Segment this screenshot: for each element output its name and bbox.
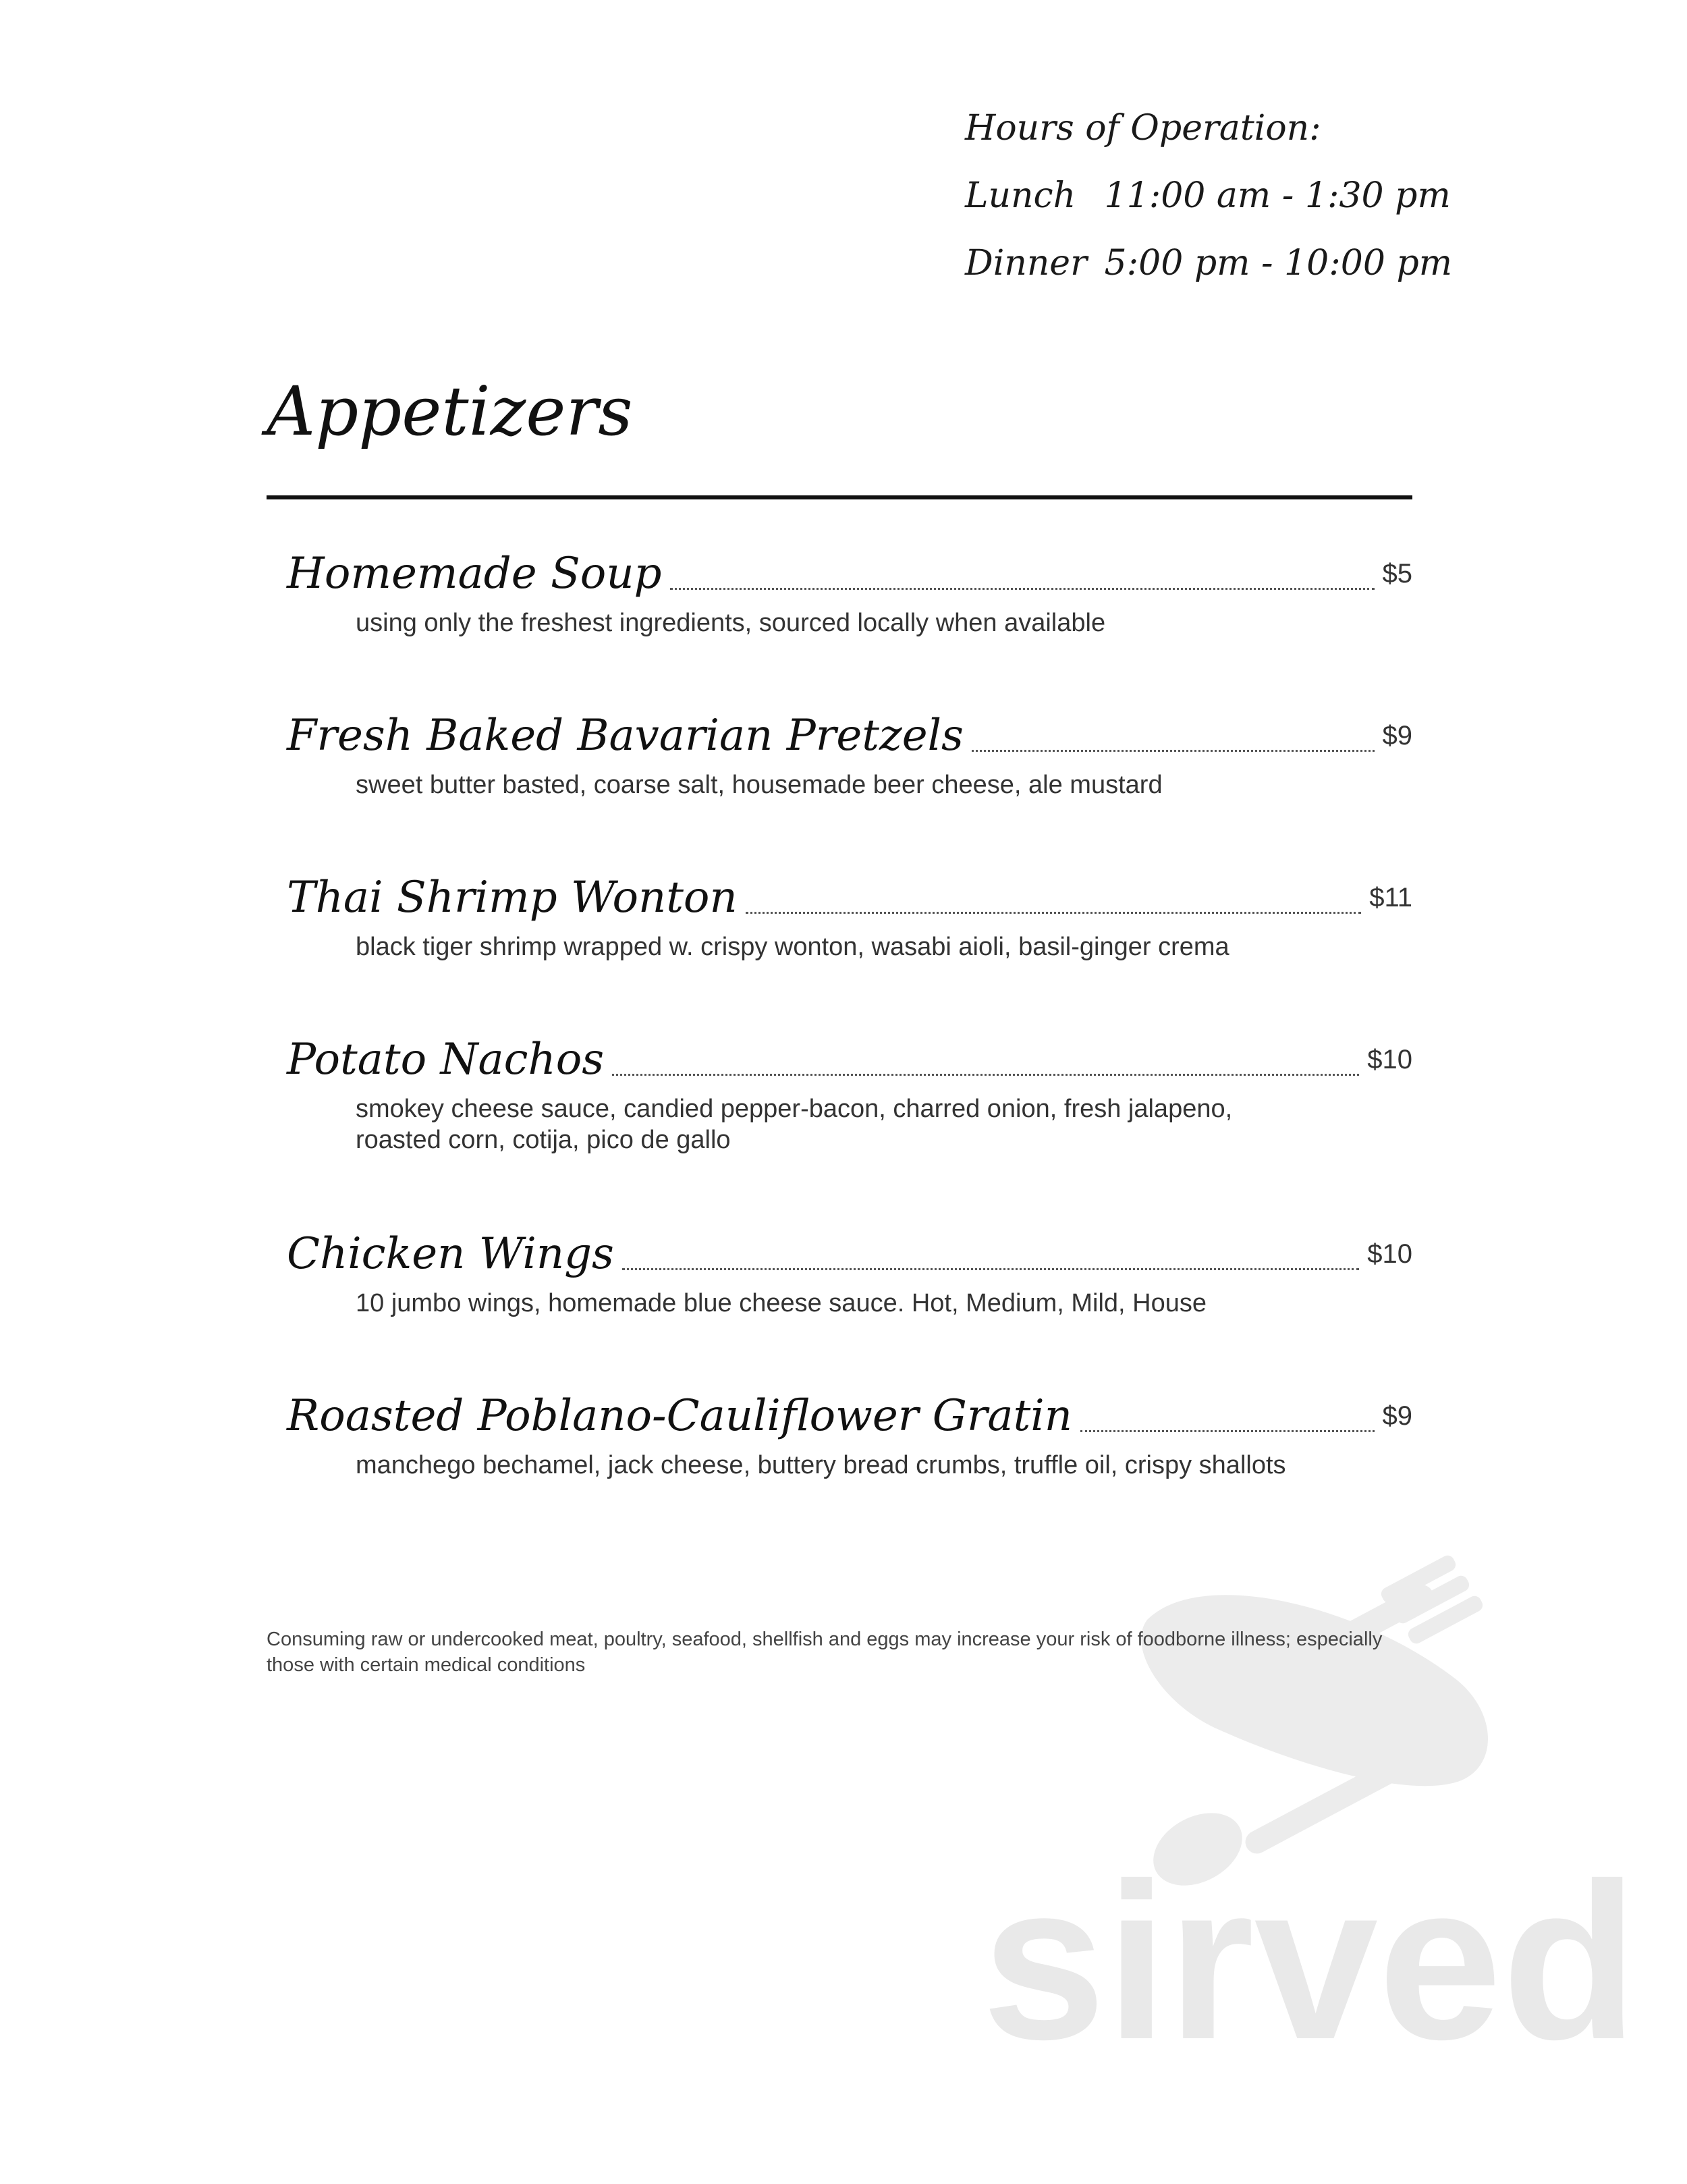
- menu-item-description: using only the freshest ingredients, sourced locally when available: [356, 609, 1106, 637]
- hours-lunch-label: Lunch: [965, 175, 1076, 216]
- menu-item-name: Homemade Soup: [287, 549, 662, 599]
- dotted-leader: [1080, 1430, 1375, 1432]
- menu-item-name: Thai Shrimp Wonton: [287, 873, 738, 923]
- sirved-logo: [982, 1856, 1663, 2072]
- menu-item: [287, 1382, 1412, 1544]
- menu-item-header: [287, 864, 1412, 931]
- menu-item: [287, 864, 1412, 1026]
- menu-item-price: $9: [1382, 721, 1412, 750]
- menu-item-description: manchego bechamel, jack cheese, buttery bread crumbs, truffle oil, crispy shallots: [356, 1451, 1286, 1479]
- menu-item-header: [287, 540, 1412, 607]
- section-divider: [267, 495, 1412, 499]
- menu-item: [287, 702, 1412, 864]
- menu-item-price: $5: [1382, 559, 1412, 589]
- menu-item-name: Chicken Wings: [287, 1229, 614, 1279]
- menu-item-header: [287, 1026, 1412, 1093]
- menu-item-description: sweet butter basted, coarse salt, housemade beer cheese, ale mustard: [356, 771, 1163, 799]
- hours-lunch-time: 11:00 am - 1:30 pm: [1104, 175, 1451, 216]
- dotted-leader: [972, 750, 1375, 752]
- menu-item-price: $10: [1367, 1045, 1412, 1074]
- menu-item-description: black tiger shrimp wrapped w. crispy wonton, wasabi aioli, basil-ginger crema: [356, 933, 1229, 961]
- hours-title: Hours of Operation:: [965, 108, 1321, 148]
- menu-item-price: $10: [1367, 1239, 1412, 1269]
- hours-lunch: [965, 162, 1505, 229]
- menu-list: [287, 540, 1412, 1544]
- menu-item: [287, 540, 1412, 702]
- dotted-leader: [612, 1074, 1359, 1076]
- menu-item-header: [287, 1220, 1412, 1288]
- menu-item-description: smokey cheese sauce, candied pepper-bacon, charred onion, fresh jalapeno, roasted corn, cotija, pico de gallo: [356, 1095, 1233, 1154]
- menu-item-header: [287, 702, 1412, 769]
- section-title: Appetizers: [267, 372, 633, 451]
- hours-of-operation: [965, 94, 1505, 297]
- watermark-text: sirved: [982, 1856, 1638, 2072]
- dotted-leader: [746, 912, 1362, 914]
- menu-item-header: [287, 1382, 1412, 1450]
- menu-item-name: Roasted Poblano-Cauliflower Gratin: [287, 1391, 1072, 1441]
- fork-spoon-plate-icon: [1120, 1525, 1539, 1890]
- menu-item-price: $11: [1369, 883, 1412, 912]
- dotted-leader: [622, 1268, 1359, 1270]
- dotted-leader: [670, 588, 1375, 590]
- hours-dinner: [965, 229, 1505, 297]
- hours-dinner-time: 5:00 pm - 10:00 pm: [1104, 243, 1453, 283]
- menu-item-price: $9: [1382, 1401, 1412, 1431]
- menu-item-name: Fresh Baked Bavarian Pretzels: [287, 711, 964, 761]
- menu-item: [287, 1220, 1412, 1382]
- menu-item-name: Potato Nachos: [287, 1035, 605, 1085]
- menu-item: [287, 1026, 1412, 1220]
- food-safety-disclaimer: Consuming raw or undercooked meat, poultry, seafood, shellfish and eggs may increase your risk of foodborne illness; especially those with certain medical conditions: [267, 1629, 1383, 1676]
- hours-dinner-label: Dinner: [965, 243, 1087, 283]
- menu-item-description: 10 jumbo wings, homemade blue cheese sauce. Hot, Medium, Mild, House: [356, 1289, 1207, 1317]
